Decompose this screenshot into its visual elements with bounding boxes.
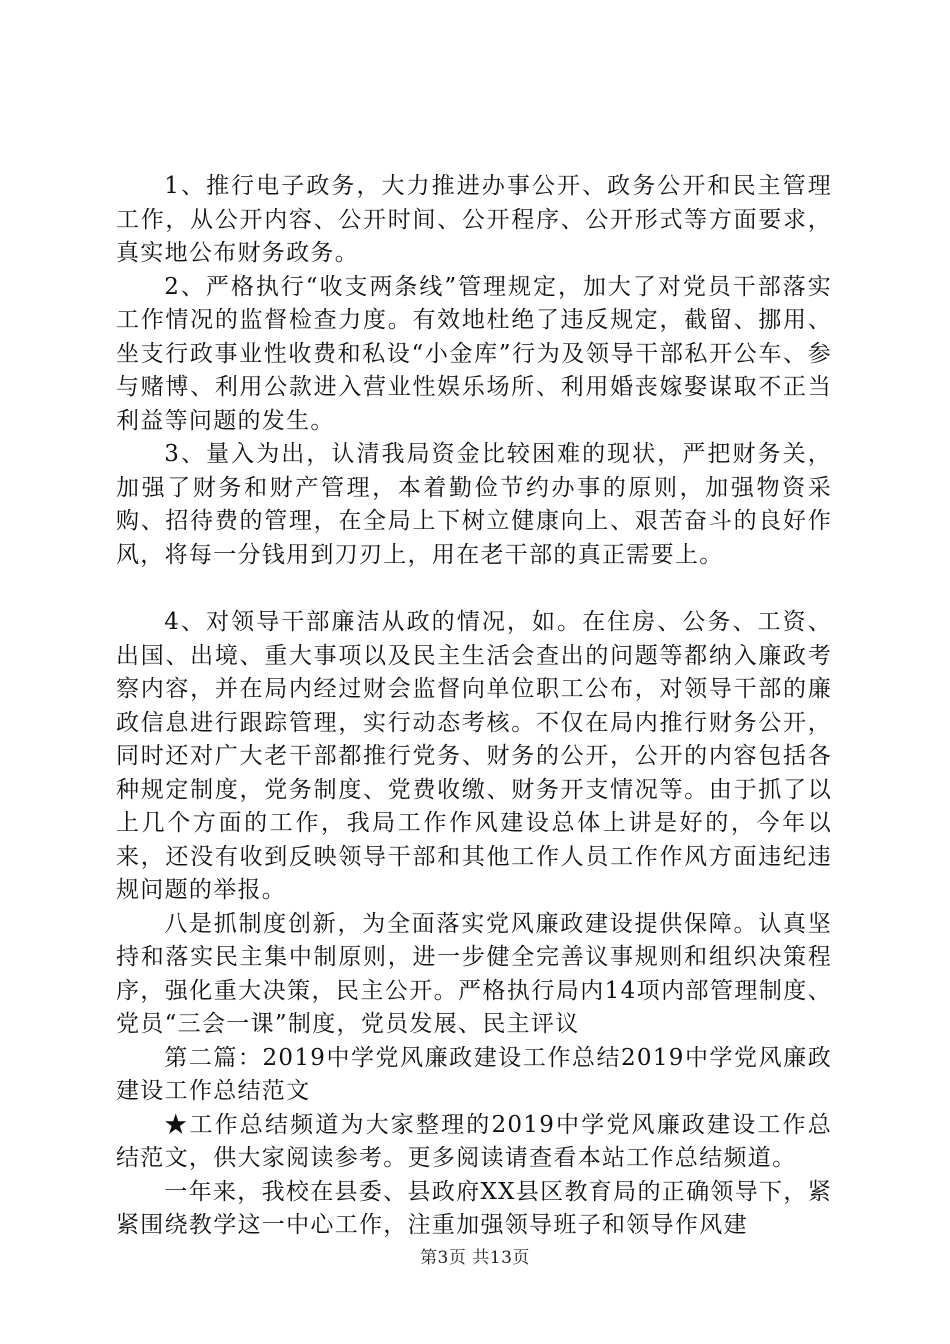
paragraph-7: 一年来，我校在县委、县政府XX县区教育局的正确领导下，紧紧围绕教学这一中心工作，注重加强领导班子和领导作风建 — [116, 1178, 832, 1238]
paragraph-1: 1、推行电子政务，大力推进办事公开、政务公开和民主管理工作，从公开内容、公开时间、公开程序、公开形式等方面要求，真实地公布财务政务。 — [116, 173, 832, 266]
paragraph-4: 4、对领导干部廉洁从政的情况，如。在住房、公务、工资、出国、出境、重大事项以及民主生活会查出的问题等都纳入廉政考察内容，并在局内经过财会监督向单位职工公布，对领导干部的廉政信息进行跟踪管理，实行动态考核。不仅在局内推行财务公开，同时还对广大老干部都推行党务、财务的公开，公开的内容包括各种规定制度，党务制度、党费收缴、财务开支情况等。由于抓了以上几个方面的工作，我局工作作风建设总体上讲是好的，今年以来，还没有收到反映领导干部和其他工作人员工作作风方面违纪违规问题的举报。 — [116, 609, 832, 903]
paragraph-5: 八是抓制度创新，为全面落实党风廉政建设提供保障。认真坚持和落实民主集中制原则，进一步健全完善议事规则和组织决策程序，强化重大决策，民主公开。严格执行局内14项内部管理制度、党员“三会一课”制度，党员发展、民主评议 — [116, 910, 832, 1037]
page-number-footer: 第3页 共13页 — [420, 1248, 530, 1268]
paragraph-3: 3、量入为出，认清我局资金比较困难的现状，严把财务关，加强了财务和财产管理，本着勤俭节约办事的原则，加强物资采购、招待费的管理，在全局上下树立健康向上、艰苦奋斗的良好作风，将每一分钱用到刀刃上，用在老干部的真正需要上。 — [116, 441, 832, 568]
paragraph-6: ★工作总结频道为大家整理的2019中学党风廉政建设工作总结范文，供大家阅读参考。更多阅读请查看本站工作总结频道。 — [116, 1111, 832, 1171]
section-heading: 第二篇：2019中学党风廉政建设工作总结2019中学党风廉政建设工作总结范文 — [116, 1044, 832, 1104]
paragraph-2: 2、严格执行“收支两条线”管理规定，加大了对党员干部落实工作情况的监督检查力度。有效地杜绝了违反规定，截留、挪用、坐支行政事业性收费和私设“小金库”行为及领导干部私开公车、参与赌博、利用公款进入营业性娱乐场所、利用婚丧嫁娶谋取不正当利益等问题的发生。 — [116, 273, 832, 434]
paragraph-gap — [116, 572, 832, 606]
document-body — [116, 170, 832, 1243]
